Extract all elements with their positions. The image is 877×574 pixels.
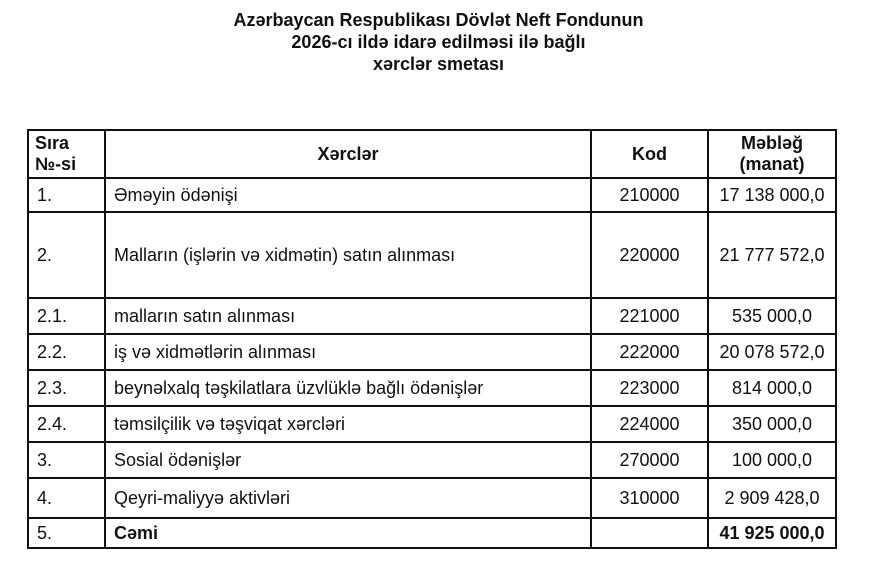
table-row: [28, 442, 836, 478]
row-expense-name: iş və xidmətlərin alınması: [105, 334, 591, 370]
table-header-row: [28, 130, 836, 178]
column-header-expenses: Xərclər: [105, 130, 591, 178]
row-amount: 21 777 572,0: [708, 212, 836, 298]
row-expense-name: Qeyri-maliyyə aktivləri: [105, 478, 591, 518]
table-row-total: [28, 518, 836, 548]
row-number: 2.: [28, 212, 105, 298]
column-header-number: [28, 130, 105, 178]
column-header-number-line2: №-si: [35, 154, 77, 174]
expense-table: [27, 129, 837, 549]
column-header-number-line1: Sıra: [35, 133, 70, 153]
document-title: [0, 9, 877, 75]
row-number: 5.: [28, 518, 105, 548]
title-line-2: 2026-cı ildə idarə edilməsi ilə bağlı: [291, 32, 586, 52]
row-number: 2.2.: [28, 334, 105, 370]
row-amount: 350 000,0: [708, 406, 836, 442]
row-expense-name: Cəmi: [105, 518, 591, 548]
row-expense-name: Sosial ödənişlər: [105, 442, 591, 478]
row-code: 222000: [591, 334, 708, 370]
row-amount: 2 909 428,0: [708, 478, 836, 518]
table-row: [28, 406, 836, 442]
row-expense-name: malların satın alınması: [105, 298, 591, 334]
column-header-code: Kod: [591, 130, 708, 178]
row-code: [591, 518, 708, 548]
row-expense-name: Əməyin ödənişi: [105, 178, 591, 212]
column-header-amount-line1: Məbləğ: [740, 133, 803, 153]
row-expense-name: təmsilçilik və təşviqat xərcləri: [105, 406, 591, 442]
row-number: 4.: [28, 478, 105, 518]
row-number: 3.: [28, 442, 105, 478]
table-row: [28, 478, 836, 518]
row-code: 221000: [591, 298, 708, 334]
row-number: 2.4.: [28, 406, 105, 442]
row-amount: 100 000,0: [708, 442, 836, 478]
row-expense-name: Malların (işlərin və xidmətin) satın alınması: [105, 212, 591, 298]
table-row: [28, 178, 836, 212]
row-amount: 41 925 000,0: [708, 518, 836, 548]
title-line-3: xərclər smetası: [372, 54, 505, 74]
row-code: 210000: [591, 178, 708, 212]
row-code: 270000: [591, 442, 708, 478]
title-line-1: Azərbaycan Respublikası Dövlət Neft Fondunun: [233, 10, 644, 30]
row-amount: 535 000,0: [708, 298, 836, 334]
table-row: [28, 212, 836, 298]
table-row: [28, 370, 836, 406]
row-code: 224000: [591, 406, 708, 442]
table-row: [28, 334, 836, 370]
row-code: 220000: [591, 212, 708, 298]
row-expense-name: beynəlxalq təşkilatlara üzvlüklə bağlı ödənişlər: [105, 370, 591, 406]
row-number: 1.: [28, 178, 105, 212]
row-amount: 814 000,0: [708, 370, 836, 406]
row-number: 2.1.: [28, 298, 105, 334]
row-amount: 20 078 572,0: [708, 334, 836, 370]
row-amount: 17 138 000,0: [708, 178, 836, 212]
column-header-amount-line2: (manat): [739, 154, 805, 174]
table-row: [28, 298, 836, 334]
column-header-amount: [708, 130, 836, 178]
row-code: 223000: [591, 370, 708, 406]
row-number: 2.3.: [28, 370, 105, 406]
row-code: 310000: [591, 478, 708, 518]
